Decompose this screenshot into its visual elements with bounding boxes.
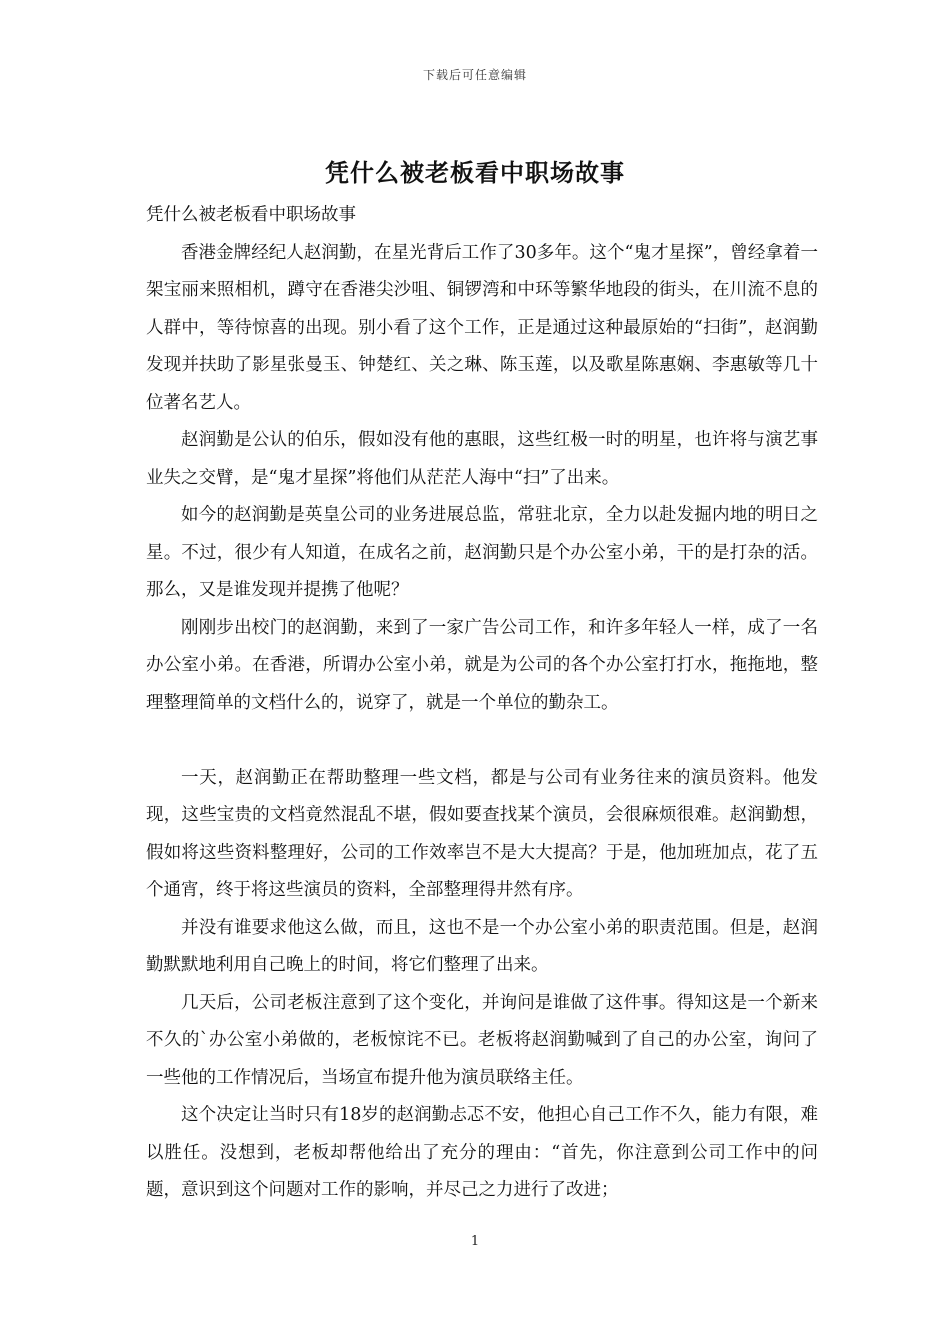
page-header-note: 下载后可任意编辑 (422, 68, 527, 82)
blank-line (146, 722, 818, 760)
paragraph-7: 几天后，公司老板注意到了这个变化，并询问是谁做了这件事。得知这是一个新来不久的`办公室小弟做的，老板惊诧不已。老板将赵润勤喊到了自己的办公室，询问了一些他的工作情况后，当场宣布提升他为演员联络主任。 (146, 992, 818, 1088)
paragraph-1: 香港金牌经纪人赵润勤，在星光背后工作了30多年。这个“鬼才星探”，曾经拿着一架宝丽来照相机，蹲守在香港尖沙咀、铜锣湾和中环等繁华地段的街头，在川流不息的人群中，等待惊喜的出现。别小看了这个工作，正是通过这种最原始的“扫街”，赵润勤发现并扶助了影星张曼玉、钟楚红、关之琳、陈玉莲，以及歌星陈惠娴、李惠敏等几十位著名艺人。 (146, 242, 818, 413)
paragraph-5: 一天，赵润勤正在帮助整理一些文档，都是与公司有业务往来的演员资料。他发现，这些宝贵的文档竟然混乱不堪，假如要查找某个演员，会很麻烦很难。赵润勤想，假如将这些资料整理好，公司的工作效率岂不是大大提高？于是，他加班加点，花了五个通宵，终于将这些演员的资料，全部整理得井然有序。 (146, 767, 818, 900)
paragraph-4: 刚刚步出校门的赵润勤，来到了一家广告公司工作，和许多年轻人一样，成了一名办公室小弟。在香港，所谓办公室小弟，就是为公司的各个办公室打打水，拖拖地，整理整理简单的文档什么的，说穿了，就是一个单位的勤杂工。 (146, 617, 818, 713)
paragraph-8: 这个决定让当时只有18岁的赵润勤忐忑不安，他担心自己工作不久，能力有限，难以胜任。没想到，老板却帮他给出了充分的理由：“首先，你注意到公司工作中的问题，意识到这个问题对工作的影响，并尽己之力进行了改进； (146, 1105, 818, 1200)
paragraph-6: 并没有谁要求他这么做，而且，这也不是一个办公室小弟的职责范围。但是，赵润勤默默地利用自己晚上的时间，将它们整理了出来。 (146, 917, 818, 975)
document-subtitle: 凭什么被老板看中职场故事 (146, 205, 356, 225)
paragraph-3: 如今的赵润勤是英皇公司的业务进展总监，常驻北京，全力以赴发掘内地的明日之星。不过，很少有人知道，在成名之前，赵润勤只是个办公室小弟，干的是打杂的活。那么，又是谁发现并提携了他呢？ (146, 505, 818, 600)
document-body (146, 197, 818, 1210)
paragraph-2: 赵润勤是公认的伯乐，假如没有他的惠眼，这些红极一时的明星，也许将与演艺事业失之交臂，是“鬼才星探”将他们从茫茫人海中“扫”了出来。 (146, 430, 818, 488)
page-number: 1 (470, 1234, 480, 1249)
document-title: 凭什么被老板看中职场故事 (325, 158, 625, 187)
